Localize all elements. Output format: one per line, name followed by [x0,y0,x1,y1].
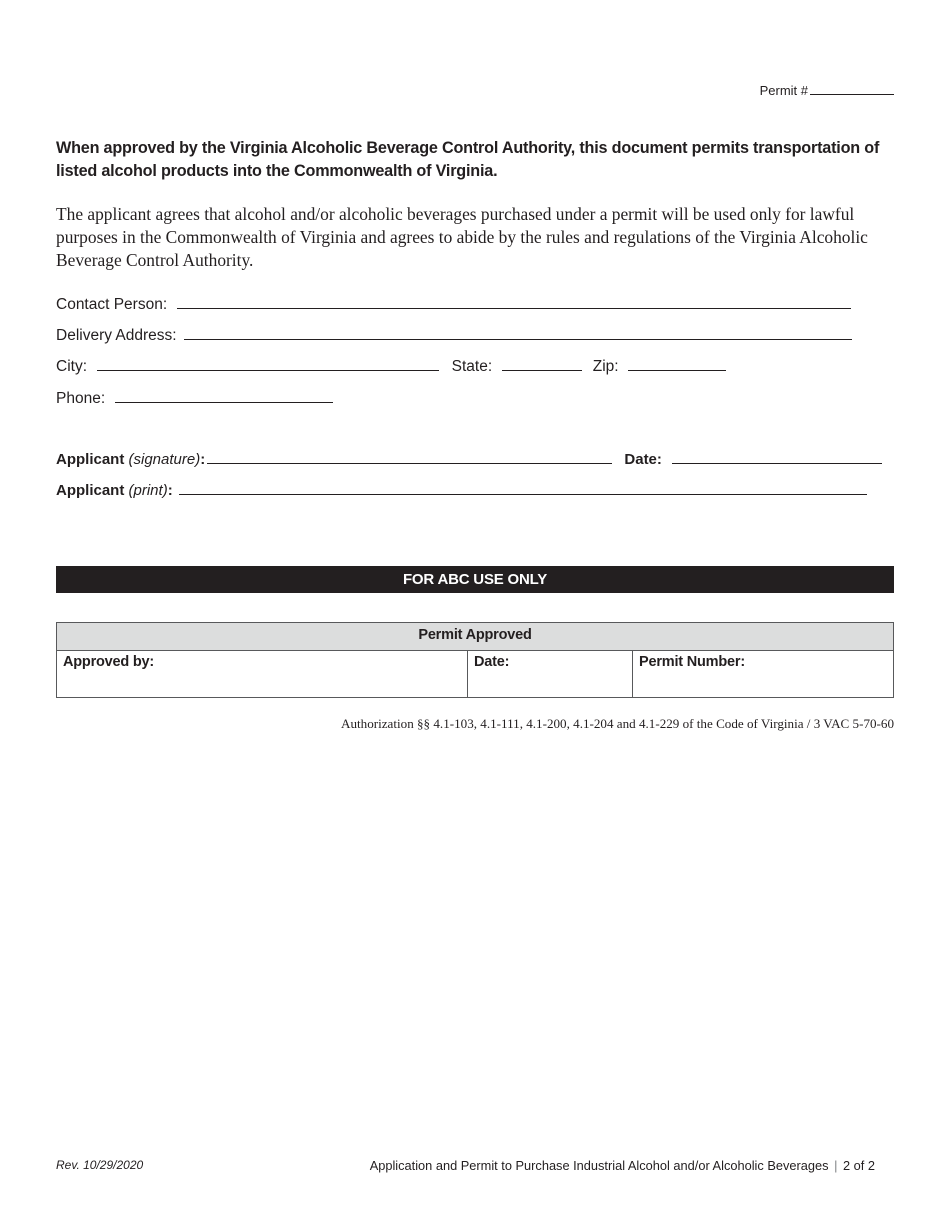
applicant-print-label: Applicant [56,482,125,499]
footer-separator: | [834,1158,838,1173]
applicant-signature-label: Applicant [56,451,125,468]
permit-approved-table [56,622,894,698]
permit-number-line[interactable] [810,82,894,95]
permit-approved-header: Permit Approved [57,623,894,651]
page-number: 2 of 2 [842,1158,875,1173]
delivery-address-input[interactable] [184,325,852,340]
state-label: State: [451,358,493,375]
contact-person-label: Contact Person: [56,296,168,313]
state-input[interactable] [502,356,582,371]
applicant-print-qualifier: (print) [128,482,168,499]
applicant-signature-row [56,449,882,469]
applicant-signature-qualifier: (signature) [128,451,201,468]
signature-date-input[interactable] [672,449,882,464]
approval-date-label: Date: [474,654,510,670]
phone-label: Phone: [56,390,106,407]
footer-title [370,1158,875,1173]
zip-input[interactable] [628,356,726,371]
applicant-signature-colon: : [200,451,206,468]
approved-by-label: Approved by: [63,654,155,670]
delivery-address-row [56,325,852,345]
authorization-citation: Authorization §§ 4.1-103, 4.1-111, 4.1-200, 4.1-204 and 4.1-229 of the Code of Virginia / 3 VAC 5-70-60 [341,716,894,731]
permit-number-cell[interactable] [633,651,894,698]
applicant-signature-input[interactable] [207,449,612,464]
abc-use-only-banner: FOR ABC USE ONLY [56,566,894,593]
permit-number-label: Permit # [759,83,808,98]
approved-by-cell[interactable] [57,651,468,698]
phone-row [56,388,333,408]
applicant-print-input[interactable] [179,480,867,495]
contact-person-input[interactable] [177,294,851,309]
city-input[interactable] [97,356,439,371]
approval-date-cell[interactable] [468,651,633,698]
city-label: City: [56,358,87,375]
applicant-print-row [56,480,867,500]
agreement-text: The applicant agrees that alcohol and/or alcoholic beverages purchased under a permit will be used only for lawful purposes in the Commonwealth of Virginia and agrees to abide by the rules and regulations of the Virginia Alcoholic Beverage Control Authority. [56,204,868,270]
revision-date: Rev. 10/29/2020 [56,1158,144,1172]
delivery-address-label: Delivery Address: [56,327,177,344]
document-heading: When approved by the Virginia Alcoholic Beverage Control Authority, this document permits transportation of listed alcohol products into the Commonwealth of Virginia. [56,139,880,180]
applicant-print-colon: : [167,482,173,499]
signature-date-label: Date: [624,451,662,468]
contact-person-row [56,294,851,314]
permit-number-field [760,82,894,98]
permit-number-cell-label: Permit Number: [639,654,745,670]
zip-label: Zip: [592,358,619,375]
city-state-zip-row [56,356,726,376]
form-title: Application and Permit to Purchase Industrial Alcohol and/or Alcoholic Beverages [369,1158,829,1173]
phone-input[interactable] [115,388,333,403]
